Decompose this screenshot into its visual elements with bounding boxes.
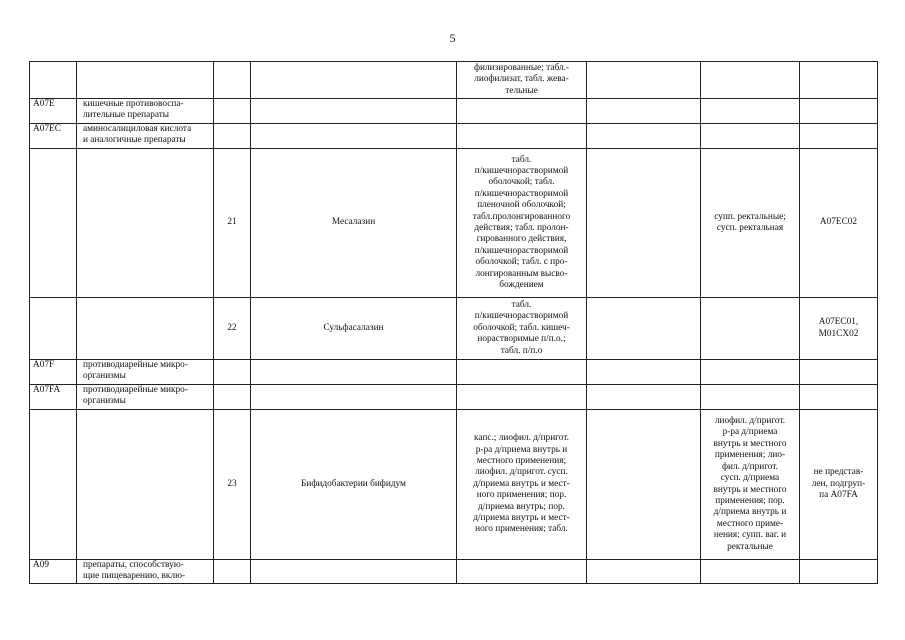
group-name-cell: противодиарейные микро- организмы [77,360,214,385]
extra-form-cell [587,124,701,149]
group-name-cell [77,149,214,298]
atc-ref-cell: не представ- лен, подгруп- па A07FA [800,410,878,560]
item-number-cell [214,385,251,410]
page-number: 5 [449,31,456,45]
drug-name-cell [251,560,457,584]
atc-ref-cell: A07EC02 [800,149,878,298]
drug-name-cell [251,124,457,149]
atc-code-cell [30,410,77,560]
atc-ref-cell [800,385,878,410]
extra-form-cell [587,298,701,360]
group-name-cell: препараты, способствую- щие пищеварению, вклю- [77,560,214,584]
atc-code-cell: A07F [30,360,77,385]
group-name-cell: противодиарейные микро- организмы [77,385,214,410]
other-form-cell [701,298,800,360]
item-number-cell [214,124,251,149]
item-number-cell [214,99,251,124]
item-number-cell: 21 [214,149,251,298]
dosage-form-cell [457,124,587,149]
group-name-cell [77,298,214,360]
extra-form-cell [587,560,701,584]
drug-name-cell [251,62,457,99]
atc-ref-cell [800,99,878,124]
table-row [30,149,878,298]
drug-list-table [29,61,878,584]
atc-code-cell: A07FA [30,385,77,410]
dosage-form-cell [457,99,587,124]
dosage-form-cell: табл. п/кишечнорастворимой оболочкой; табл. кишеч- норастворимые п/п.о.; табл. п/п.о [457,298,587,360]
atc-ref-cell: A07EC01, M01CX02 [800,298,878,360]
table-row [30,560,878,584]
extra-form-cell [587,62,701,99]
other-form-cell [701,99,800,124]
item-number-cell: 23 [214,410,251,560]
extra-form-cell [587,410,701,560]
dosage-form-cell [457,360,587,385]
table-row [30,298,878,360]
table-row [30,360,878,385]
group-name-cell [77,62,214,99]
atc-code-cell [30,62,77,99]
item-number-cell [214,560,251,584]
group-name-cell: кишечные противовоспа- лительные препараты [77,99,214,124]
atc-code-cell [30,298,77,360]
item-number-cell: 22 [214,298,251,360]
atc-ref-cell [800,62,878,99]
atc-code-cell: A07EC [30,124,77,149]
dosage-form-cell [457,385,587,410]
drug-name-cell [251,385,457,410]
other-form-cell [701,62,800,99]
item-number-cell [214,360,251,385]
table-row [30,385,878,410]
atc-ref-cell [800,560,878,584]
dosage-form-cell: капс.; лиофил. д/пригот. р-ра д/приема внутрь и местного применения; лиофил. д/пригот. сусп. д/приема внутрь и мест- ного применения; пор. д/приема внутрь; пор. д/приема внутрь и мест- ного применения; табл. [457,410,587,560]
table-row [30,62,878,99]
atc-ref-cell [800,360,878,385]
group-name-cell [77,410,214,560]
atc-code-cell [30,149,77,298]
group-name-cell: аминосалициловая кислота и аналогичные препараты [77,124,214,149]
atc-code-cell: A07E [30,99,77,124]
other-form-cell: супп. ректальные; сусп. ректальная [701,149,800,298]
other-form-cell: лиофил. д/пригот. р-ра д/приема внутрь и местного применения; лио- фил. д/пригот. сусп. д/приема внутрь и местного применения; пор. д/приема внутрь и местного приме- нения; супп. ваг. и ректальные [701,410,800,560]
atc-ref-cell [800,124,878,149]
other-form-cell [701,560,800,584]
atc-code-cell: A09 [30,560,77,584]
dosage-form-cell: табл. п/кишечнорастворимой оболочкой; табл. п/кишечнорастворимой пленочной оболочкой; табл.пролонгированного действия; табл. пролон- гированного действия, п/кишечнорастворимой оболочкой; табл. с про- лонгированным высво- бождением [457,149,587,298]
drug-name-cell: Месалазин [251,149,457,298]
other-form-cell [701,360,800,385]
drug-name-cell: Сульфасалазин [251,298,457,360]
drug-name-cell: Бифидобактерии бифидум [251,410,457,560]
item-number-cell [214,62,251,99]
drug-name-cell [251,99,457,124]
extra-form-cell [587,99,701,124]
other-form-cell [701,385,800,410]
extra-form-cell [587,360,701,385]
dosage-form-cell: филизированные; табл.- лиофилизат, табл. жева- тельные [457,62,587,99]
dosage-form-cell [457,560,587,584]
table-row [30,410,878,560]
extra-form-cell [587,385,701,410]
table-row [30,124,878,149]
other-form-cell [701,124,800,149]
table-row [30,99,878,124]
drug-name-cell [251,360,457,385]
extra-form-cell [587,149,701,298]
